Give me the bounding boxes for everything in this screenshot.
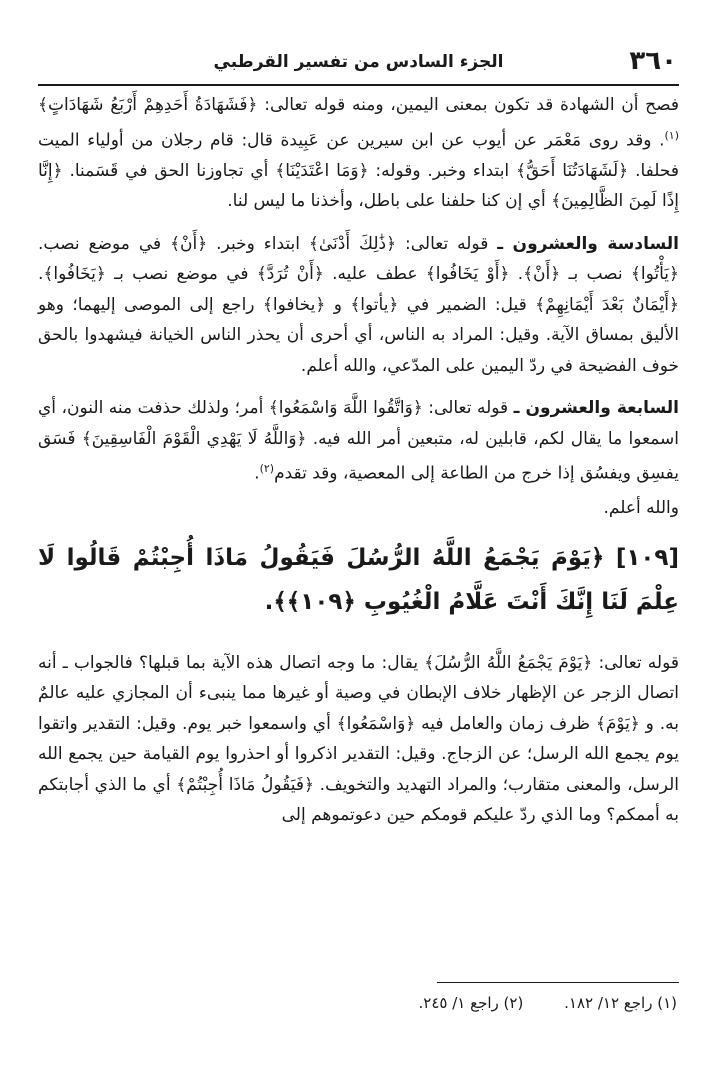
closing-line: والله أعلم. bbox=[603, 498, 679, 519]
paragraph-26-text: قوله تعالى: ﴿ذَٰلِكَ أَدْنَىٰ﴾ ابتداء وخبر. ﴿أَنْ﴾ في موضع نصب. ﴿يَأْتُوا﴾ نصب بـ ﴿أَنْ﴾. ﴿أَوْ يَخَافُوا﴾ عطف عليه. ﴿أَنْ تُرَدَّ﴾ في موضع نصب بـ ﴿يَخَافُوا﴾. ﴿أَيْمَانٌ بَعْدَ أَيْمَانِهِمْ﴾ قيل: الضمير في ﴿يأتوا﴾ و ﴿يخافوا﴾ راجع إلى الموصى إليهما؛ وهو الأليق بمساق الآية. وقيل: المراد به الناس، أي أحرى أن يحذر الناس الخيانة فيشهدوا بالحق خوف الفضيحة في ردّ اليمين على المدّعي، والله أعلم. bbox=[38, 233, 679, 376]
paragraph-1 bbox=[38, 90, 679, 217]
body-text bbox=[38, 90, 679, 843]
running-title: الجزء السادس من تفسير القرطبي bbox=[213, 52, 504, 72]
paragraph-27-text: قوله تعالى: ﴿وَاتَّقُوا اللَّهَ وَاسْمَعُوا﴾ أمر؛ ولذلك حذفت منه النون، أي اسمعوا ما يقال لكم، قابلين له، متبعين أمر الله فيه. ﴿وَاللَّهُ لَا يَهْدِي الْقَوْمَ الْفَاسِقِينَ﴾ فَسَق يفسِق ويفسُق إذا خرج من الطاعة إلى المعصية، وقد تقدم bbox=[38, 398, 679, 484]
footnote-ref-2: (٢) bbox=[259, 462, 275, 476]
verse-text: ﴿يَوْمَ يَجْمَعُ اللَّهُ الرُّسُلَ فَيَقُولُ مَاذَا أُجِبْتُمْ قَالُوا لَا عِلْمَ لَنَا إِنَّكَ أَنْتَ عَلَّامُ الْغُيُوبِ ﴿١٠٩﴾﴾. bbox=[38, 544, 679, 615]
quran-verse bbox=[38, 536, 679, 624]
paragraph-commentary: قوله تعالى: ﴿يَوْمَ يَجْمَعُ اللَّهُ الرُّسُلَ﴾ يقال: ما وجه اتصال هذه الآية بما قبلها؟ فالجواب ـ أنه اتصال الزجر عن الإظهار خلاف الإبطان في وصية أو غيرها مما ينبىء أن المجازي عليه عالمٌ به. و ﴿يَوْمَ﴾ ظرف زمان والعامل فيه ﴿وَاسْمَعُوا﴾ أي واسمعوا خبر يوم. وقيل: التقدير واتقوا يوم يجمع الله الرسل؛ عن الزجاج. وقيل: التقدير اذكروا أو احذروا يوم القيامة حين يجمع الله الرسل، والمعنى متقارب؛ والمراد التهديد والتخويف. ﴿فَيَقُولُ مَاذَا أُجِبْتُمْ﴾ أي ما الذي أجابتكم به أممكم؟ وما الذي ردّ عليكم قومكم حين دعوتموهم إلى bbox=[38, 652, 679, 826]
paragraph-1-rest: . وقد روى مَعْمَر عن أيوب عن ابن سيرين عن عَبِيدة قال: قام رجلان من أولياء الميت فحلفا. ﴿لَشَهَادَتُنَا أَحَقُّ﴾ ابتداء وخبر. وقوله: ﴿وَمَا اعْتَدَيْنَا﴾ أي تجاوزنا الحق في قَسَمنا. ﴿إِنَّا إِذًا لَمِنَ الظَّالِمِينَ﴾ أي إن كنا حلفنا على باطل، وأخذنا ما ليس لنا. bbox=[38, 130, 679, 212]
header-rule bbox=[38, 84, 679, 86]
paragraph-27-end: . bbox=[254, 463, 260, 484]
page-number: ٣٦٠ bbox=[629, 46, 677, 76]
footnote-2: (٢) راجع ١/ ٢٤٥. bbox=[418, 994, 524, 1012]
verse-number: [١٠٩] bbox=[615, 544, 679, 571]
footnote-ref-1: (١) bbox=[664, 128, 679, 142]
paragraph-1-text: فصح أن الشهادة قد تكون بمعنى اليمين، ومنه قوله تعالى: ﴿فَشَهَادَةُ أَحَدِهِمْ أَرْبَعُ شَهَادَاتٍ﴾ bbox=[38, 95, 679, 115]
paragraph-26 bbox=[38, 229, 679, 382]
footnote-1: (١) راجع ١٢/ ١٨٢. bbox=[564, 994, 677, 1012]
section-heading-27: السابعة والعشرون ـ bbox=[513, 398, 679, 419]
page-header bbox=[40, 46, 677, 80]
paragraph-27 bbox=[38, 393, 679, 489]
section-heading-26: السادسة والعشرون ـ bbox=[497, 233, 679, 254]
footnotes bbox=[200, 994, 677, 1012]
footnote-rule bbox=[437, 982, 679, 983]
